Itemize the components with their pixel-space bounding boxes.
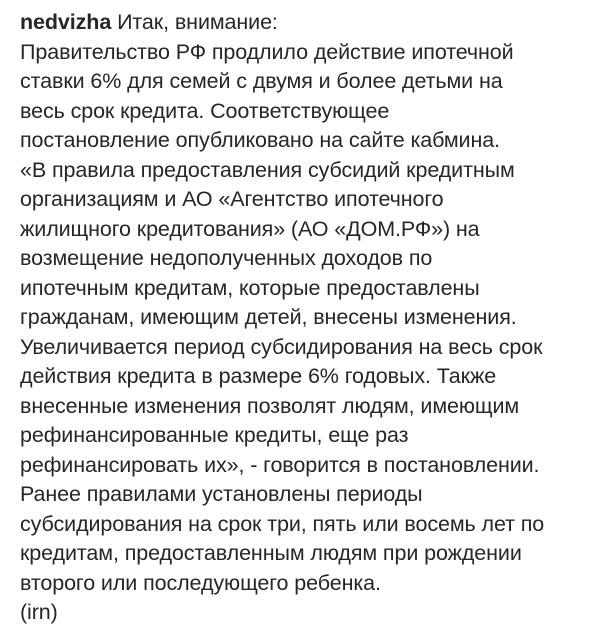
caption-line: ставки 6% для семей с двумя и более детьми на (20, 69, 503, 93)
caption-line: действия кредита в размере 6% годовых. Также (20, 364, 497, 388)
caption-line: постановление опубликовано на сайте кабмина. (20, 128, 500, 152)
caption-line: Ранее правилами установлены периоды (20, 482, 423, 506)
caption-line: субсидирования на срок три, пять или восемь лет по (20, 511, 545, 536)
caption-line: гражданам, имеющим детей, внесены изменения. (20, 305, 517, 329)
caption-first-line (20, 8, 590, 38)
caption-line: кредитам, предоставленным людям при рождении (20, 541, 522, 565)
caption-line: рефинансировать их», - говорится в постановлении. (20, 452, 540, 477)
caption-line: Правительство РФ продлило действие ипотечной (20, 39, 514, 64)
caption-line: внесенные изменения позволят людям, имеющим (20, 393, 520, 418)
caption-source-tag: (irn) (20, 600, 58, 624)
caption-line: ипотечным кредитам, которые предоставлены (20, 275, 480, 300)
caption-line: жилищного кредитования» (АО «ДОМ.РФ») на (20, 216, 480, 241)
caption-intro-text: Итак, внимание: (111, 10, 278, 34)
caption-line: весь срок кредита. Соответствующее (20, 98, 390, 123)
caption-line: рефинансированные кредиты, еще раз (20, 423, 409, 447)
caption-line: организациям и АО «Агентство ипотечного (20, 187, 444, 211)
caption-line: возмещение недополученных доходов по (20, 246, 433, 270)
username-link[interactable]: nedvizha (20, 10, 112, 34)
caption-line: второго или последующего ребенка. (20, 570, 381, 595)
caption-line: Увеличивается период субсидирования на весь срок (20, 334, 543, 359)
caption-line: «В правила предоставления субсидий кредитным (20, 157, 515, 182)
